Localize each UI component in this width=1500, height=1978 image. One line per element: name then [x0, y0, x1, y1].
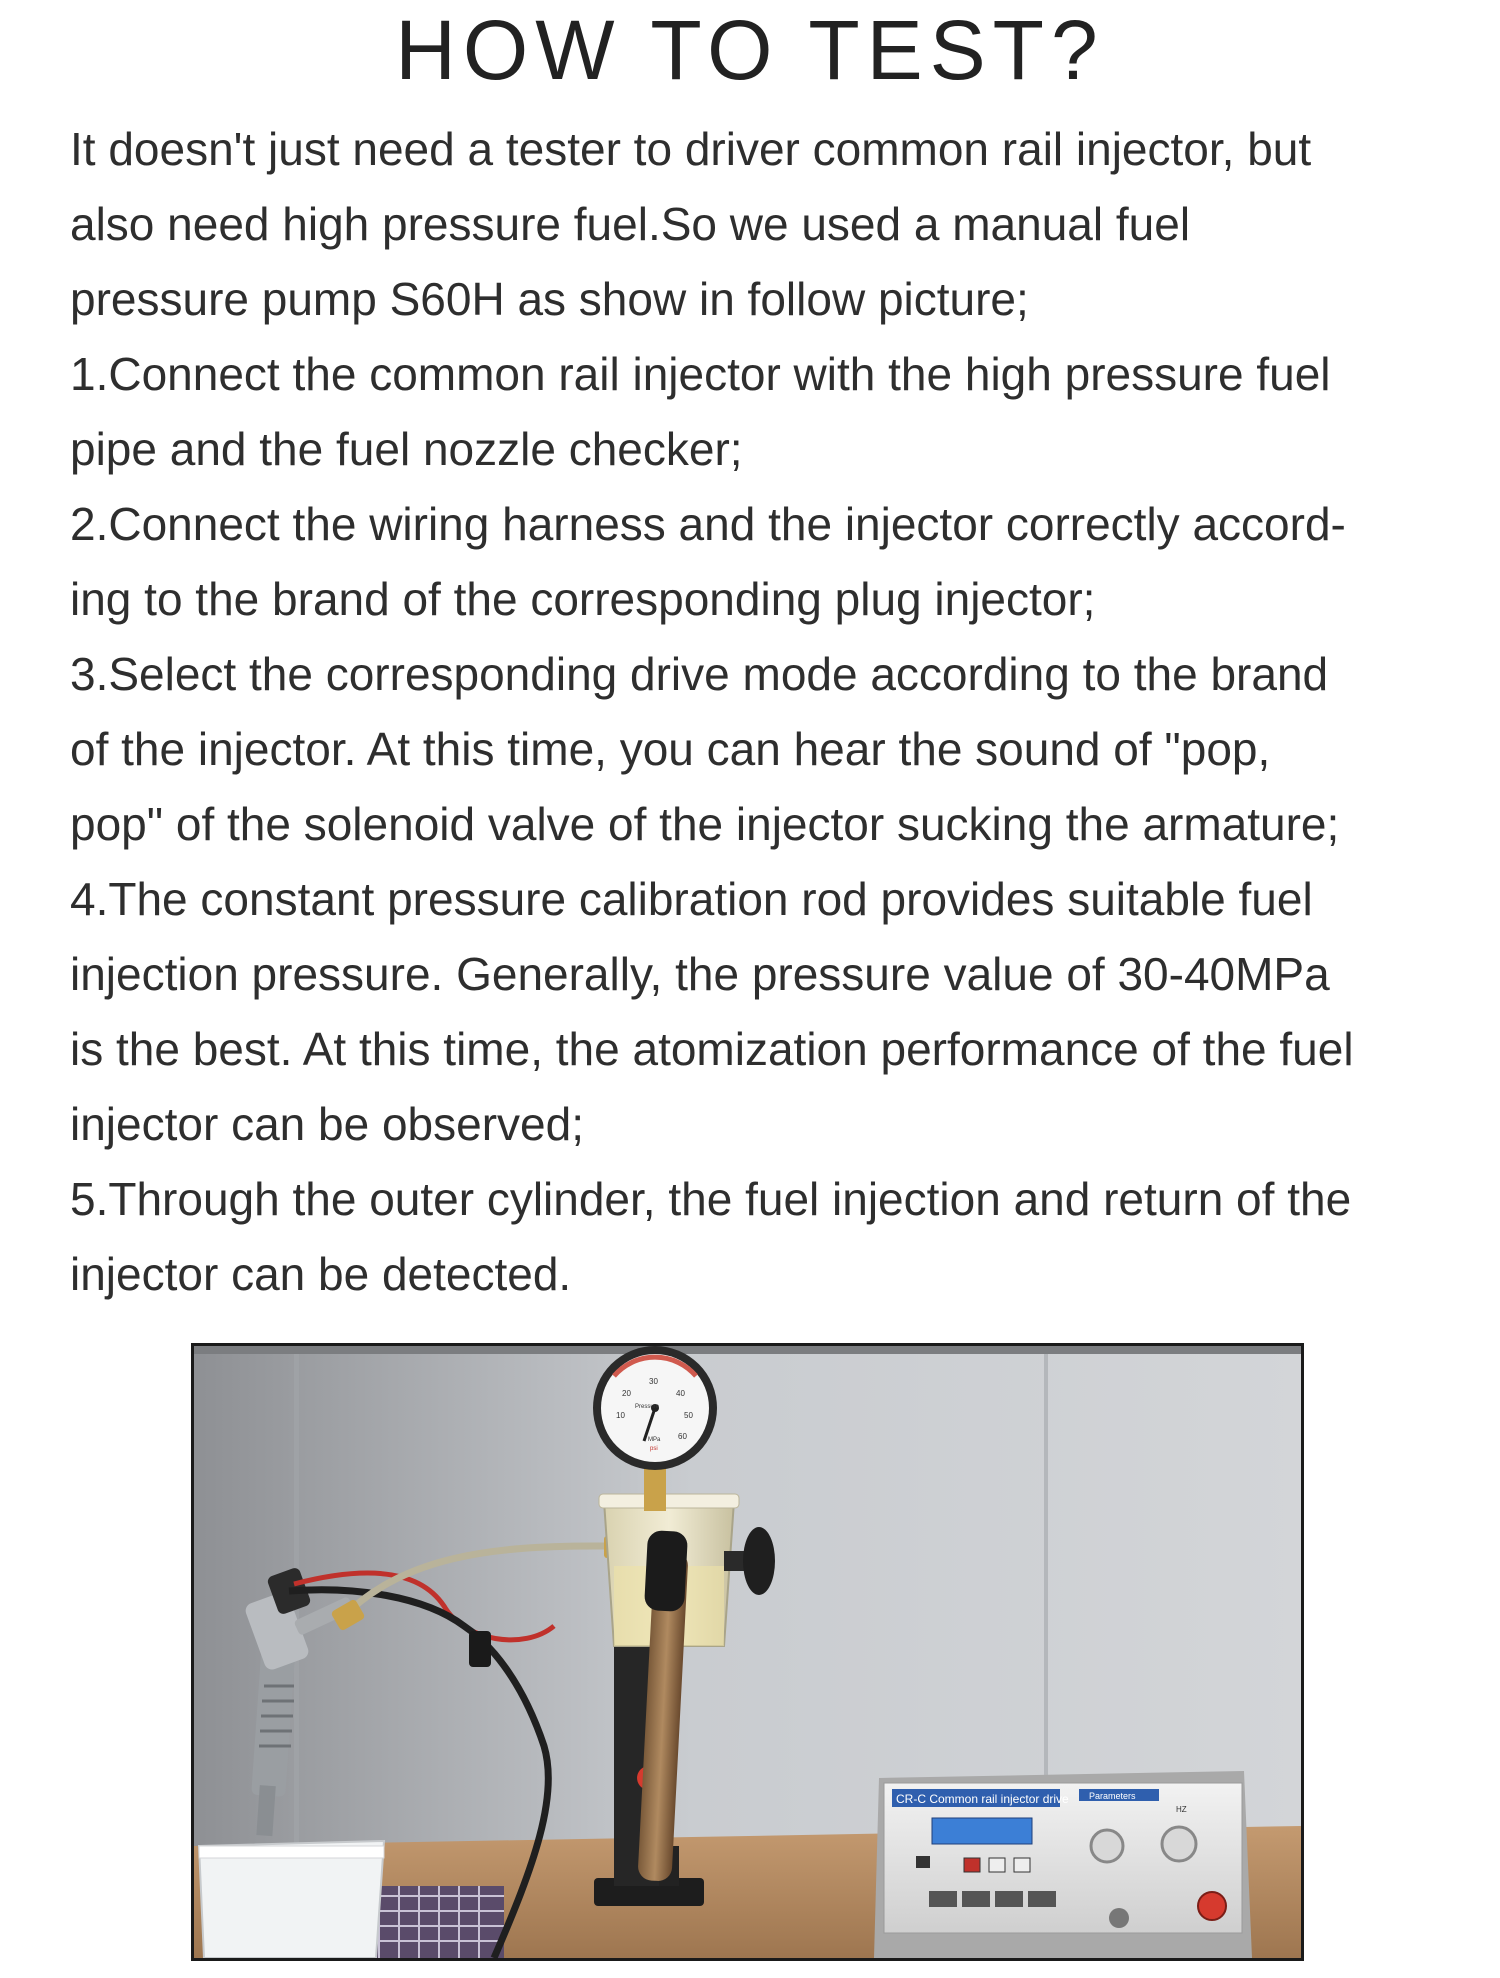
step-5-line: 5.Through the outer cylinder, the fuel injection and return of the — [70, 1173, 1352, 1225]
device-label: CR-C Common rail injector drive — [896, 1792, 1069, 1806]
test-setup-photo — [191, 1343, 1304, 1961]
device-params-label: Parameters — [1089, 1791, 1136, 1801]
page-title: HOW TO TEST? — [395, 3, 1105, 97]
frequency-knob — [1162, 1827, 1196, 1861]
power-button — [1198, 1892, 1226, 1920]
text-line: is the best. At this time, the atomization performance of the fuel — [70, 1023, 1354, 1075]
instructions-text — [70, 112, 1450, 1312]
text-line: It doesn't just need a tester to driver common rail injector, but — [70, 123, 1312, 175]
gauge-tick: 40 — [676, 1389, 685, 1398]
injector-drive-device — [874, 1771, 1252, 1958]
text-line: pop" of the solenoid valve of the injector sucking the armature; — [70, 798, 1340, 850]
pressure-knob — [743, 1527, 775, 1595]
gauge-unit: MPa — [648, 1437, 661, 1443]
gauge-tick: 60 — [678, 1432, 687, 1441]
pressure-gauge — [593, 1346, 717, 1470]
gauge-tick: 10 — [616, 1411, 625, 1420]
lcd-screen — [932, 1818, 1032, 1844]
text-line: of the injector. At this time, you can hear the sound of "pop, — [70, 723, 1271, 775]
text-line: also need high pressure fuel.So we used a manual fuel — [70, 198, 1191, 250]
text-line: injector can be detected. — [70, 1248, 572, 1300]
text-line: injection pressure. Generally, the pressure value of 30-40MPa — [70, 948, 1330, 1000]
checkered-cloth — [364, 1886, 504, 1958]
gauge-tick: 30 — [649, 1377, 658, 1386]
step-4-line: 4.The constant pressure calibration rod provides suitable fuel — [70, 873, 1313, 925]
gauge-tick: 50 — [684, 1411, 693, 1420]
text-line: pipe and the fuel nozzle checker; — [70, 423, 743, 475]
text-line: injector can be observed; — [70, 1098, 584, 1150]
gauge-tick: 20 — [622, 1389, 631, 1398]
device-hz-label: HZ — [1176, 1805, 1187, 1814]
white-tray — [199, 1841, 384, 1958]
gauge-label: Pressure — [635, 1404, 660, 1410]
step-2-line: 2.Connect the wiring harness and the injector correctly accord- — [70, 498, 1346, 550]
step-1-line: 1.Connect the common rail injector with the high pressure fuel — [70, 348, 1331, 400]
step-3-line: 3.Select the corresponding drive mode according to the brand — [70, 648, 1329, 700]
parameter-knob — [1091, 1830, 1123, 1862]
test-setup-illustration — [194, 1346, 1301, 1958]
gauge-unit-psi: psi — [650, 1446, 658, 1452]
text-line: pressure pump S60H as show in follow picture; — [70, 273, 1029, 325]
text-line: ing to the brand of the corresponding plug injector; — [70, 573, 1096, 625]
